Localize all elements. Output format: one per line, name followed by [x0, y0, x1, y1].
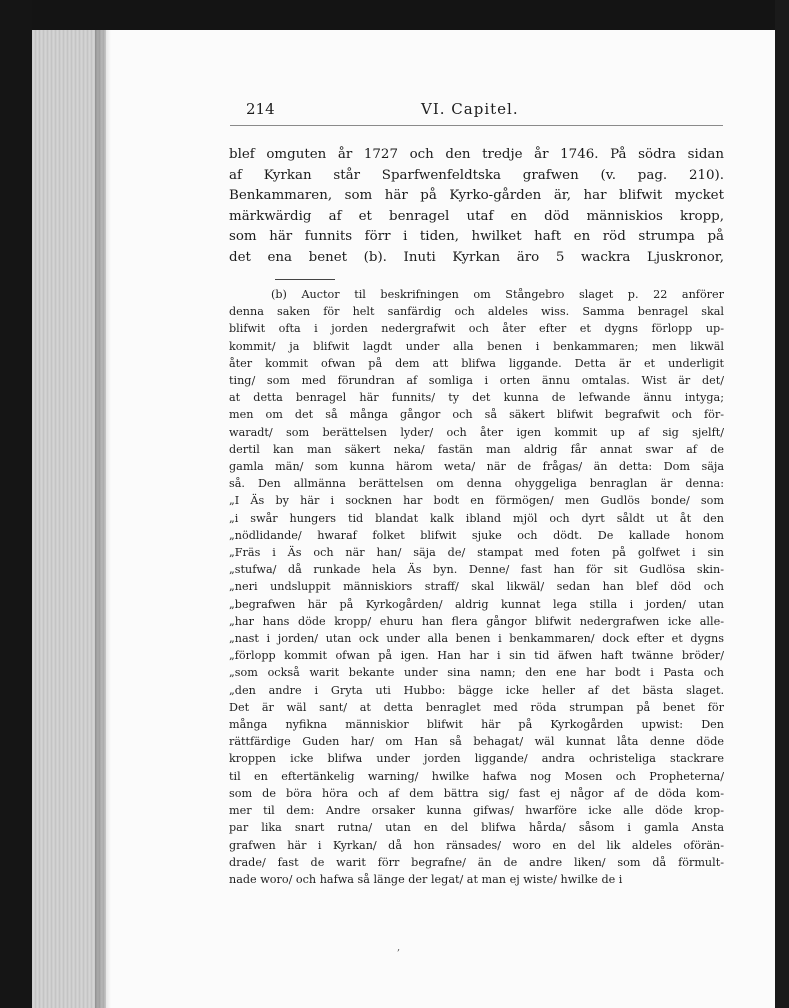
footnote-line: „begrafwen här på Kyrkogården/ aldrig kunnat lega stilla i jorden/ utan: [229, 597, 724, 611]
footnote-line: at detta benragel här funnits/ ty det kunna de lefwande ännu intyga;: [229, 391, 724, 405]
chapter-title: VI. Capitel.: [421, 100, 519, 118]
footnote-line: ting/ som med förundran af somliga i orten ännu omtalas. Wist är det/: [229, 374, 724, 388]
footnote-line: rättfärdige Guden har/ om Han så behagat/ wäl kunnat låta denne döde: [229, 735, 724, 749]
footnote-line: nade woro/ och hafwa så länge der legat/ at man ej wiste/ hwilke de i: [229, 872, 623, 886]
footnote-line: „neri undsluppit människiors straff/ skal likwäl/ sedan han blef död och: [229, 580, 724, 594]
footnote-line: många nyfikna människior blifwit här på Kyrkogården upwist: Den: [229, 718, 724, 732]
text-line: blef omguten år 1727 och den tredje år 1746. På södra sidan: [229, 147, 724, 162]
footnote-line: som de böra höra och af dem bättra sig/ fast ej någor af de döda kom-: [229, 786, 724, 800]
footnote-line: „nödlidande/ hwaraf folket blifwit sjuke och dödt. De kallade honom: [229, 528, 724, 542]
footnote-line: „som också warit bekante under sina namn; den ene har bodt i Pasta och: [229, 666, 724, 680]
footnote-line: „Fräs i Äs och när han/ säja de/ stampat med foten på golfwet i sin: [229, 546, 724, 560]
text-line: det ena benet (b). Inuti Kyrkan äro 5 wackra Ljuskronor,: [229, 249, 724, 265]
footnote-line: grafwen här i Kyrkan/ då hon ränsades/ woro en del lik aldeles oförän-: [229, 838, 724, 852]
stray-mark: ,: [397, 942, 401, 953]
footnote-line: til en eftertänkelig warning/ hwilke hafwa nog Mosen och Propheterna/: [229, 769, 724, 783]
text-line: af Kyrkan står Sparfwenfeldtska grafwen (v. pag. 210).: [229, 167, 724, 183]
footnote-line: kroppen icke blifwa under jorden liggande/ andra ochristeliga stackrare: [229, 752, 724, 766]
footnote-line: så. Den allmänna berättelsen om denna ohyggeliga benraglan är denna:: [229, 477, 724, 491]
scanner-border-right: [775, 0, 789, 1008]
text-line: Benkammaren, som här på Kyrko-gården är, har blifwit mycket: [229, 188, 724, 204]
footnote: [229, 286, 724, 888]
footnote-line: „den andre i Gryta uti Hubbo: bägge icke heller af det bästa slaget.: [229, 683, 724, 697]
footnote-line: „i swår hungers tid blandat kalk ibland mjöl och dyrt såldt ut åt den: [229, 511, 724, 525]
footnote-line: blifwit ofta i jorden nedergrafwit och åter efter et dygns förlopp up-: [229, 322, 724, 336]
footnote-line: gamla män/ som kunna härom weta/ när de frågas/ än detta: Dom säja: [229, 460, 724, 474]
footnote-line: mer til dem: Andre orsaker kunna gifwas/ hwarföre icke alle döde krop-: [229, 804, 724, 818]
footnote-line: men om det så många gångor och så säkert blifwit begrafwit och för-: [229, 408, 724, 422]
gutter-shadow: [95, 30, 111, 1008]
footnote-line: drade/ fast de warit förr begrafne/ än de andre liken/ som då förmult-: [229, 855, 724, 869]
footnote-line: „I Äs by här i socknen har bodt en förmögen/ men Gudlös bonde/ som: [229, 494, 724, 508]
header-rule: [230, 125, 723, 126]
footnote-line: „förlopp kommit ofwan på igen. Han har i sin tid äfwen haft twänne bröder/: [229, 649, 724, 663]
text-line: som här funnits förr i tiden, hwilket haft en röd strumpa på: [229, 229, 724, 245]
scanner-border-left: [0, 0, 32, 1008]
footnote-line: åter kommit ofwan på dem att blifwa liggande. Detta är et underligit: [229, 356, 724, 370]
footnote-rule: [275, 279, 335, 280]
footnote-line: (b) Auctor til beskrifningen om Stångebro slaget p. 22 anförer: [271, 288, 724, 301]
footnote-line: Det är wäl sant/ at detta benraglet med röda strumpan på benet för: [229, 700, 724, 714]
footnote-line: dertil kan man säkert neka/ fastän man aldrig får annat swar af de: [229, 442, 724, 456]
footnote-line: denna saken för helt sanfärdig och aldeles wiss. Samma benragel skal: [229, 305, 724, 319]
footnote-line: „har hans döde kropp/ ehuru han flera gångor blifwit nedergrafwen icke alle-: [229, 614, 724, 628]
footnote-line: par lika snart rutna/ utan en del blifwa hårda/ såsom i gamla Ansta: [229, 821, 724, 835]
footnote-line: kommit/ ja blifwit lagdt under alla benen i benkammaren; men likwäl: [229, 339, 724, 353]
scanner-border-top: [0, 0, 789, 30]
main-text: [229, 145, 724, 269]
footnote-line: „nast i jorden/ utan ock under alla benen i benkammaren/ dock efter et dygns: [229, 632, 724, 646]
running-head: [246, 100, 556, 122]
text-line: märkwärdig af et benragel utaf en död människios kropp,: [229, 208, 724, 224]
page-number: 214: [246, 100, 275, 118]
footnote-line: „stufwa/ då runkade hela Äs byn. Denne/ fast han för sit Gudlösa skin-: [229, 563, 724, 577]
footnote-line: waradt/ som berättelsen lyder/ och åter igen kommit up af sig sjelft/: [229, 425, 724, 439]
